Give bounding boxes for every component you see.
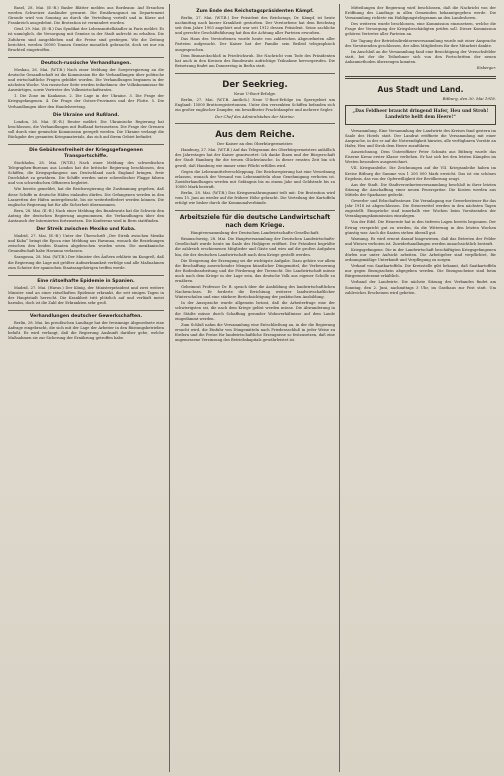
article-paragraph: Verkauf von Saatkartoffeln. Die Kreisstelle gibt bekannt, daß Saatkartoffeln nur gegen Bezugsschein abgegeben werden. Die Bezugsscheine sind beim Bürgermeisteramt erhältlich. (345, 264, 496, 279)
divider (8, 275, 164, 276)
column-rule (339, 4, 340, 772)
divider (175, 123, 335, 124)
article-heading: Der Streik zwischen Mexiko und Kuba. (36, 227, 136, 233)
column-rule (169, 4, 170, 772)
section-heading: Aus dem Reiche. (215, 130, 295, 141)
article-paragraph: VII. Kriegsanleihe. Die Zeichnungen auf die VII. Kriegsanleihe haben im Kreise Bitburg die Summe von 1 200 000 Mark erreicht. Das ist ein schönes Ergebnis, das von der Opferwilligkeit der Bevölkerung zeugt. (345, 166, 496, 181)
article-paragraph: Berlin, 28. Mai. Im preußischen Landtage hat der freisinnige Abgeordnete eine Anfrage eingebracht, die sich mit der Lage der Arbeiter in den Rüstungsbetrieben befaßt. Es wird verlangt, daß die Regierung Auskunft darüber gebe, welche Maßnahmen sie zur Sicherung der Ernährung getroffen habe. (8, 321, 164, 341)
article-heading: Arbeitsziele für die deutsche Landwirtschaft nach dem Kriege. (179, 214, 331, 229)
article-paragraph: Stockholm, 28. Mai. (W.T.B.) Nach einer Meldung des schwedischen Telegraphen-Bureaus aus London hat die britische Regierung beschlossen, den Schiffen, die Kriegsgefangene aus Deutschland nach England bringen, freie Durchfahrt zu gewähren. Die Schiffe werden unter schwedischer Flagge fahren und von schwedischen Offizieren begleitet. (8, 160, 164, 186)
byline: Eisberger. (476, 66, 496, 71)
article-paragraph: Das Haus des Verstorbenen wurde heute von zahlreichen Abgeordneten aller Parteien aufgesucht. Der Kaiser hat der Familie sein Beileid telegraphisch ausgesprochen. (175, 37, 335, 52)
article-paragraph: Des weiteren wurde beschlossen, eine Kommission einzusetzen, welche die Frage der Versorgung der Kriegsbeschädigten prüfen soll. Dieser Kommission gehören Vertreter aller Parteien an. (345, 22, 496, 37)
article-paragraph: Bern, 28. Mai. (E.-B.) Nach einer Meldung des Bundesrats hat die Schweiz den Antrag der deutschen Regierung angenommen, die Verhandlungen über den Austausch der Internierten fortzusetzen. Die Konferenz wird in Bern stattfinden. (8, 208, 164, 223)
article-paragraph: Basel, 28. Mai. (E.-B.) Basler Blätter melden aus Bordeaux: Auf Ersuchen werden Schweizer Ausländer gewarnt. Die Ernährungsnot im Departement Gironde wird von Sonntag an durch die Verteilung verteilt und in Kürze auf Frankreich ausgedehnt. Die Brotration ist vermindert worden. (8, 6, 164, 26)
article-paragraph: Berlin, 27. Mai. (W.T.B.) Der Präsident des Reichstags, Dr. Kämpf, ist heute nachmittag nach kurzer Krankheit gestorben. Der Verstorbene hat dem Reichstag seit dem Jahre 1903 angehört und war seit 1912 dessen Präsident. Seine sachliche und gerechte Geschäftsführung hat ihm die Achtung aller Parteien erworben. (175, 16, 335, 36)
article-paragraph: Auszeichnung. Dem Unteroffizier Peter Schmitz aus Bitburg wurde das Eiserne Kreuz erster Klasse verliehen. Er hat sich bei den letzten Kämpfen im Westen besonders ausgezeichnet. (345, 150, 496, 165)
article-paragraph: Gegen die Lebensmittelverschleppung. Die Reichsregierung hat eine Verordnung erlassen, wonach der Versand von Lebensmitteln ohne Genehmigung verboten ist. Zuwiderhandlungen werden mit Gefängnis bis zu einem Jahr und Geldstrafe bis zu 10000 Mark bestraft. (175, 169, 335, 189)
article-paragraph: 1. Die Zone im Kaukasus. 2. Die Lage in der Ukraine. 3. Die Frage der Kriegsgefangenen. 4. Die Frage der Ostsee-Provinzen und der Flotte. 5. Die Verhandlungen über den Handelsvertrag. (8, 94, 164, 109)
article-heading: Deutsch-russische Verhandlungen. (40, 60, 132, 66)
article-paragraph: Wie bereits gemeldet, hat die Reichsregierung die Zustimmung gegeben, daß diese Schiffe in deutsche Häfen einlaufen dürfen. Die Gefangenen werden in den Lazaretten der Häfen untergebracht, bis sie weiterbefördert werden können. Die englische Regierung hat für alle Sicherheit übernommen. (8, 187, 164, 207)
article-paragraph: Versammlung. Eine Versammlung der Landwirte des Kreises fand gestern im Saale des Hotels statt. Der Landrat eröffnete die Versammlung mit einer Ansprache, in der er auf die Notwendigkeit hinwies, alle verfügbaren Vorräte an Hafer, Heu und Stroh dem Heere zuzuführen. (345, 128, 496, 149)
divider (175, 73, 335, 74)
article-paragraph: Verband der Landwirte. Die nächste Sitzung des Verbandes findet am Sonntag, den 2. Juni, nachmittags 3 Uhr, im Gasthaus zur Post statt. Um zahlreiches Erscheinen wird gebeten. (345, 280, 496, 295)
article-paragraph: Aus der Stadt. Die Stadtverordnetenversammlung beschloß in ihrer letzten Sitzung die Anschaffung einer neuen Feuerspritze. Die Kosten werden aus Mitteln der Sparkasse gedeckt. (345, 182, 496, 197)
article-paragraph: Zum Schluß nahm die Versammlung eine Entschließung an, in der die Regierung ersucht wird, die Einfuhr von Düngemitteln nach Friedensschluß in jeder Weise zu fördern und die Preise für landwirtschaftliche Erzeugnisse so festzusetzen, daß eine angemessene Verzinsung des Betriebskapitals gewährleistet ist. (175, 322, 335, 343)
article-paragraph: Warnung. Es wird erneut darauf hingewiesen, daß das Betreten der Felder und Wiesen verboten ist. Zuwiderhandlungen werden unnachsichtlich bestraft. (345, 236, 496, 246)
article-paragraph: Dem Bismarckschloß in Friedrichsruh. Die Nachricht vom Tode des Präsidenten hat auch in den Kreisen des Bundesrats aufrichtige Teilnahme hervorgerufen. Die Beisetzung findet am Donnerstag in Berlin statt. (175, 53, 335, 68)
article-paragraph: Genf, 29. Mai. (E.-B.) Das Syndikat der Lebensmittelhändler in Paris meldet: Es ist unmöglich, die Versorgung mit Gemüse in der Stadt aufrecht zu erhalten. Die Zufuhren sind ausgeblieben und die Preise sind gestiegen. Wie die Zeitung berichtet, werden 10000 Tonnen Gemüse monatlich gebraucht, doch sei nur ein Bruchteil eingetroffen. (8, 27, 164, 52)
column-right (345, 6, 496, 770)
article-paragraph: Berlin, 28. Mai. (W.T.B.) Das Kriegsernährungsamt teilt mit: Die Brotration wird vom 15. Juni an wieder auf die frühere Höhe gebracht. Die Verteilung der Kartoffeln erfolgt wie bisher durch die Kommunalverbände. (175, 190, 335, 206)
article-paragraph: Gewerbe- und Erbschaftssteuer. Die Veranlagung zur Gewerbesteuer für das Jahr 1918 ist abgeschlossen. Die Steuerzettel werden in den nächsten Tagen zugestellt. Einsprüche sind innerhalb vier Wochen beim Vorsitzenden der Veranlagungskommission einzulegen. (345, 199, 496, 219)
section-heading: Aus Stadt und Land. (377, 85, 464, 95)
section-subheading: Der Kaiser an den Oberbürgermeister. (216, 141, 294, 147)
article-paragraph: In der Aussprache wurde allgemein betont, daß die Arbeiterfrage eine der schwierigsten sei, die nach dem Kriege gelöst werden müsse. Die Abwanderung in die Städte müsse durch Schaffung gesunder Wohnverhältnisse auf dem Lande eingedämmt werden. (175, 301, 335, 321)
article-heading: Eine rätselhafte Epidemie in Spanien. (37, 278, 135, 284)
article-paragraph: Braunschweig, 28. Mai. Die Hauptversammlung der Deutschen Landwirtschafts-Gesellschaft wurde heute im Saale des Hofjägers eröffnet. Der Präsident begrüßte die zahlreich erschienenen Mitglieder und Gäste und wies auf die großen Aufgaben hin, die der deutschen Landwirtschaft nach dem Kriege gestellt werden. (175, 237, 335, 257)
article-heading: Verhandlungen deutscher Gewerkschaften. (29, 314, 143, 320)
article-paragraph: London, 26. Mai. (E.-B.) Reuter meldet: Die Ukrainische Regierung hat beschlossen, die Verhandlungen mit Rußland fortzusetzen. Die Frage der Grenzen soll durch eine gemischte Kommission geregelt werden. Die Ukraine verlangt die Rückgabe des gesamten Kriegsmaterials, das sich auf ihrem Gebiet befindet. (8, 119, 164, 139)
notice-box: „Das Feldheer braucht dringend Hafer, Heu und Stroh! Landwirte helft dem Heere!“ (345, 105, 496, 125)
column-left (8, 6, 164, 770)
article-paragraph: Die Steigerung der Erzeugung sei die wichtigste Aufgabe. Dazu gehöre vor allem die Beschaffung ausreichender Mengen künstlicher Düngemittel, die Verbesserung der Bodenbearbeitung und die Förderung der Tierzucht. Die Landwirtschaft müsse auch nach dem Kriege in der Lage sein, das deutsche Volk aus eigener Scholle zu ernähren. (175, 258, 335, 283)
article-paragraph: Im Anschluß an die Versammlung fand eine Besichtigung der Versuchsfelder statt, bei der die Teilnehmer sich von den Fortschritten der neuen Anbaumethoden überzeugen konnten. (345, 49, 496, 64)
article-heading: Die Ukraine und Rußland. (52, 112, 120, 118)
article-paragraph: Madrid, 27. Mai. (E.-B.) Unter der Überschrift „Der Streik zwischen Mexiko und Kuba“ bringt die Epoca eine Meldung aus Havanna, wonach die Beziehungen zwischen den beiden Staaten abgebrochen worden seien. Die mexikanische Gesandtschaft habe Havanna verlassen. (8, 234, 164, 254)
article-heading: Zum Ende des Reichstagspräsidenten Kämpf. (196, 9, 314, 14)
section-heading: Der Seekrieg. (222, 79, 288, 90)
article-paragraph: Kriegsgefangene. Die in der Landwirtschaft beschäftigten Kriegsgefangenen dürfen nur unter Aufsicht arbeiten. Die Arbeitgeber sind verpflichtet, für ordnungsmäßige Unterkunft und Verpflegung zu sorgen. (345, 247, 496, 263)
article-paragraph: Hamburg, 27. Mai. (W.T.B.) Auf das Telegramm des Oberbürgermeisters anläßlich des Jahrestages hat der Kaiser geantwortet: Ich danke Ihnen und der Bürgerschaft der Stadt Hamburg für die treuen Glückwünsche. In dieser ernsten Zeit bin ich gewiß, daß Hamburg wie immer seine Pflicht erfüllen wird. (175, 148, 335, 168)
article-paragraph: Geheimrat Professor Dr. B. sprach über die Ausbildung des landwirtschaftlichen Nachwuchses. Er forderte die Errichtung weiterer landwirtschaftlicher Winterschulen und eine stärkere Berücksichtigung der praktischen Ausbildung. (175, 285, 335, 300)
article-paragraph: Mitteilungen der Regierung wird beschlossen, daß die Nachricht von der Eröffnung des Landtags in allen Gemeinden bekanntgegeben werde. Die Versammlung richtete ein Huldigungstelegramm an den Landesherrn. (345, 6, 496, 21)
article-paragraph: Saragossa, 28. Mai. (W.T.B.) Der Minister des Äußern erklärte im Kongreß, daß die Regierung die Lage mit größter Aufmerksamkeit verfolge und alle Maßnahmen zum Schutze der spanischen Staatsangehörigen treffen werde. (8, 255, 164, 270)
section-subheading: Hauptversammlung der Deutschen Landwirtschafts-Gesellschaft. (190, 230, 320, 236)
article-paragraph: Madrid, 27. Mai. (Havas.) Der König, der Ministerpräsident und zwei weitere Minister sind an einer rätselhaften Epidemie erkrankt, die seit einigen Tagen in der Hauptstadt herrscht. Die Krankheit tritt plötzlich auf und verläuft meist harmlos, doch ist die Zahl der Erkrankten sehr groß. (8, 285, 164, 306)
signature: Der Chef des Admiralstabes der Marine. (215, 114, 295, 120)
article-paragraph: Die Tagung der Betriebsdirektorenversammlung wurde mit einer Ansprache des Vorsitzenden geschlossen, der allen Mitgliedern für ihre Mitarbeit dankte. (345, 38, 496, 48)
divider (8, 310, 164, 311)
divider (8, 57, 164, 58)
divider (8, 144, 164, 145)
section-subheading: Neue U-Boot-Erfolge. (233, 90, 277, 96)
article-heading: Die Gebührenfreiheit der Kriegsgefangenen Transportschiffe. (29, 147, 143, 159)
column-middle (175, 6, 335, 770)
divider (345, 76, 496, 79)
article-paragraph: Moskau, 26. Mai. (W.T.B.) Nach einer Meldung der Sowjetregierung an die deutsche Gesandtschaft ist die Kommission für die Verhandlungen über politische und wirtschaftliche Fragen gebildet worden. Die Verhandlungen beginnen in der nächsten Woche. Von russischer Seite werden teilnehmen: der Volkskommissar für Auswärtiges, sowie Vertreter des Volkswirtschaftsrates. (8, 67, 164, 93)
article-paragraph: Von der Eifel. Die Heuernte hat in den tieferen Lagen bereits begonnen. Der Ertrag verspricht gut zu werden, da die Witterung in den letzten Wochen günstig war. Auch die Saaten stehen überall gut. (345, 220, 496, 235)
divider (175, 210, 335, 211)
dateline: Bitburg, den 30. Mai 1918. (442, 96, 496, 102)
article-paragraph: Berlin, 27. Mai. (W.T.B. Amtlich.) Neue U-Boot-Erfolge im Sperrgebiet um England: 15000 Bruttoregistertonnen. Unter den versenkten Schiffen befanden sich ein großer englischer Dampfer, ein bewaffneter Frachtdampfer und mehrere Segler. (175, 97, 335, 113)
